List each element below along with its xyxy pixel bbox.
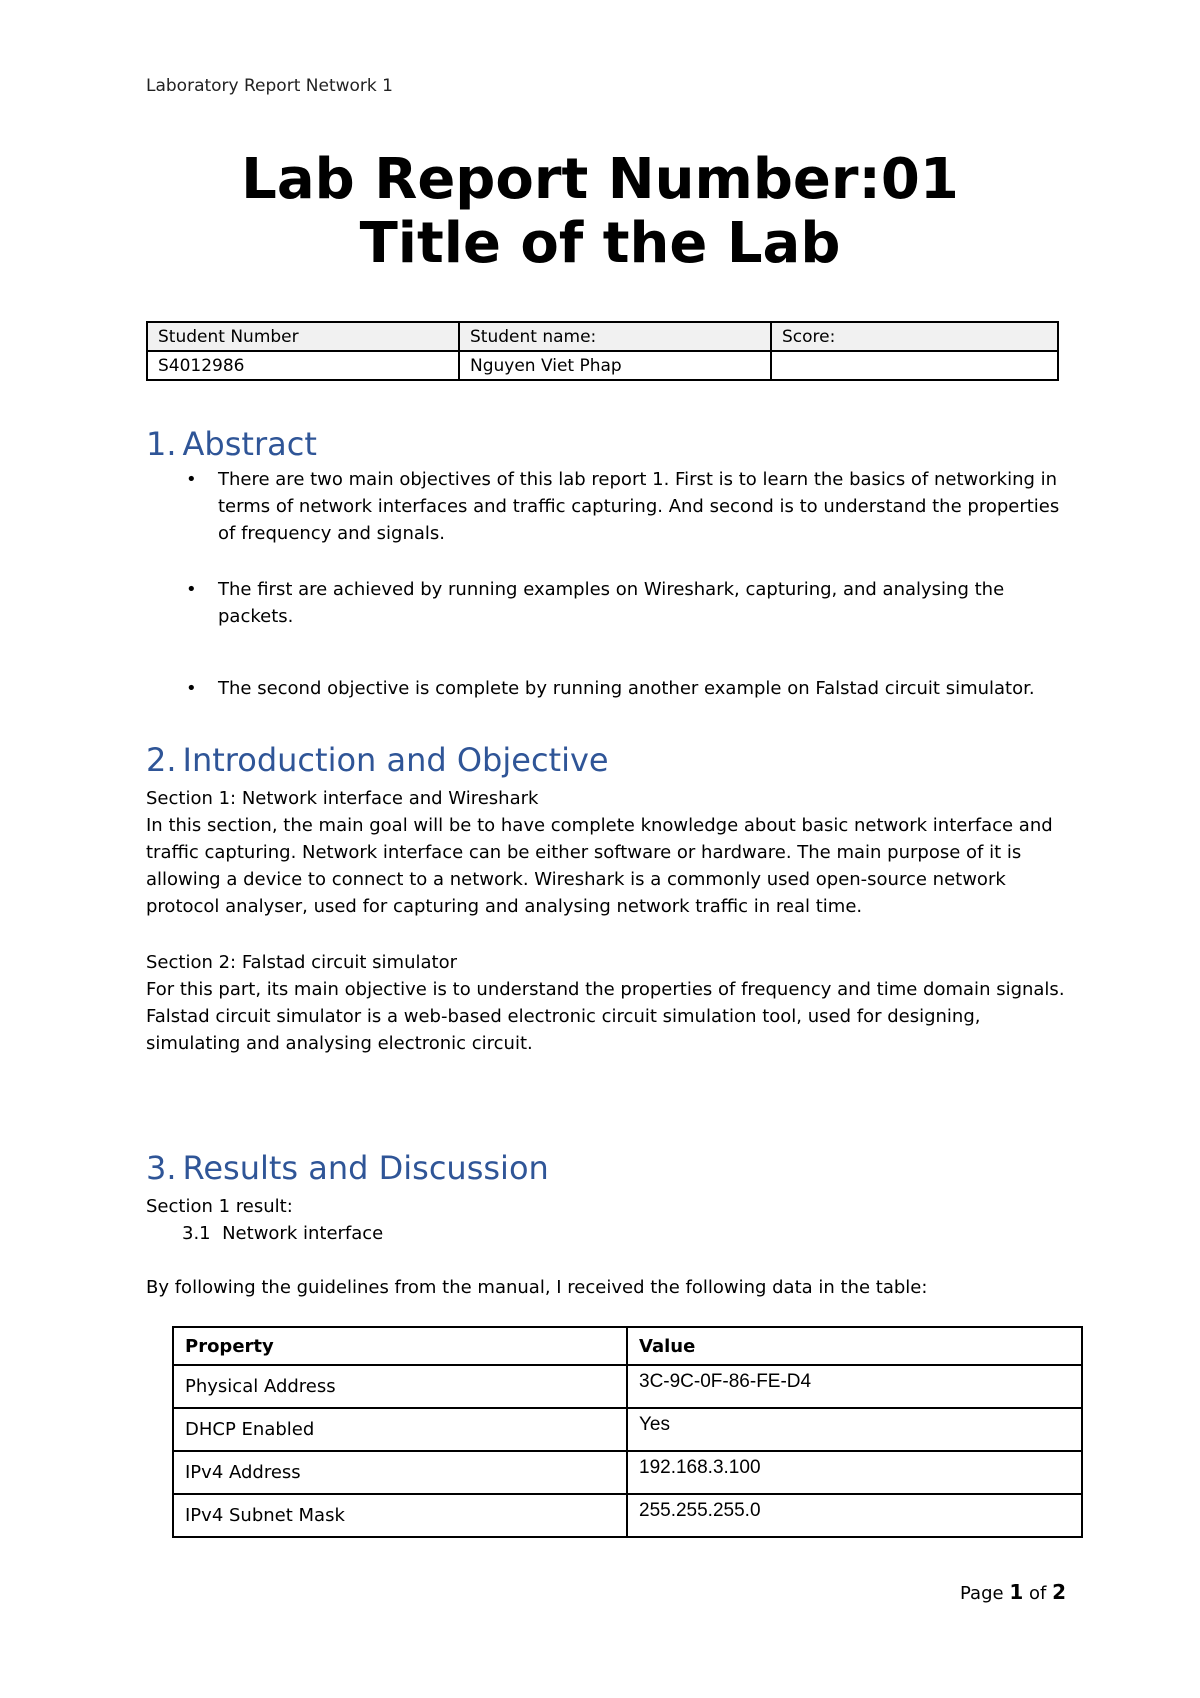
abstract-heading-text: Abstract (182, 425, 317, 463)
props-header-row (173, 1327, 1082, 1365)
abstract-bullet-1-text: There are two main objectives of this lab report 1. First is to learn the basics of networking in terms of network interfaces and traffic capturing. And second is to understand the properties of frequency and signals. (218, 469, 1060, 544)
results-lead-text: By following the guidelines from the manual, I received the following data in the table: (146, 1277, 928, 1298)
results-subheading-number: 3.1 (182, 1223, 211, 1244)
footer-of-word: of (1028, 1583, 1047, 1604)
abstract-heading-number: 1. (146, 425, 177, 463)
property-name: Physical Address (173, 1365, 627, 1408)
intro-section-1-title: Section 1: Network interface and Wireshark (146, 788, 539, 809)
intro-section-2-title: Section 2: Falstad circuit simulator (146, 952, 457, 973)
intro-section-1-body: In this section, the main goal will be to have complete knowledge about basic network interface and traffic capturing. Network interface can be either software or hardware. The main purpose of it is allowing a device to connect to a network. Wireshark is a commonly used open-source network protocol analyser, used for capturing and analysing network traffic in real time. (146, 815, 1053, 917)
student-info-row (147, 351, 1058, 380)
running-header: Laboratory Report Network 1 (146, 76, 393, 96)
property-name: IPv4 Address (173, 1451, 627, 1494)
header-property: Property (173, 1327, 627, 1365)
property-value: Yes (627, 1408, 1082, 1451)
property-value: 192.168.3.100 (627, 1451, 1082, 1494)
results-subheading (182, 1220, 1102, 1247)
abstract-bullet-2-text: The first are achieved by running examples on Wireshark, capturing, and analysing the packets. (218, 579, 1005, 627)
results-subheading-text: Network interface (222, 1223, 384, 1244)
student-number-value: S4012986 (147, 351, 459, 380)
student-name-value: Nguyen Viet Phap (459, 351, 771, 380)
results-section-1-label: Section 1 result: (146, 1196, 293, 1217)
abstract-heading (146, 424, 317, 464)
intro-section-2-body: For this part, its main objective is to understand the properties of frequency and time domain signals. Falstad circuit simulator is a web-based electronic circuit simulation tool, used for designing, simulating and analysing electronic circuit. (146, 979, 1065, 1054)
footer-page-number: 1 (1009, 1580, 1024, 1604)
table-row (173, 1451, 1082, 1494)
table-row (173, 1494, 1082, 1537)
results-heading-number: 3. (146, 1149, 177, 1187)
abstract-bullet-3-text: The second objective is complete by running another example on Falstad circuit simulator. (218, 678, 1035, 699)
header-score: Score: (771, 322, 1058, 351)
property-name: DHCP Enabled (173, 1408, 627, 1451)
report-title-line-1: Lab Report Number:01 (241, 147, 959, 212)
report-title-line-2: Title of the Lab (359, 211, 841, 276)
intro-section-2 (146, 949, 1066, 1057)
header-student-name: Student name: (459, 322, 771, 351)
intro-heading-number: 2. (146, 741, 177, 779)
bullet-icon: • (186, 469, 197, 490)
page-number-footer (960, 1580, 1066, 1604)
property-name: IPv4 Subnet Mask (173, 1494, 627, 1537)
results-heading-text: Results and Discussion (182, 1149, 549, 1187)
student-info-header-row (147, 322, 1058, 351)
student-info-table (146, 321, 1059, 381)
header-student-number: Student Number (147, 322, 459, 351)
intro-heading (146, 740, 609, 780)
footer-page-word: Page (960, 1583, 1004, 1604)
footer-page-total: 2 (1052, 1580, 1066, 1604)
table-row (173, 1408, 1082, 1451)
network-properties-table (172, 1326, 1083, 1538)
property-value: 255.255.255.0 (627, 1494, 1082, 1537)
bullet-icon: • (186, 678, 197, 699)
score-value (771, 351, 1058, 380)
table-row (173, 1365, 1082, 1408)
header-value: Value (627, 1327, 1082, 1365)
intro-heading-text: Introduction and Objective (182, 741, 609, 779)
property-value: 3C-9C-0F-86-FE-D4 (627, 1365, 1082, 1408)
intro-section-1 (146, 785, 1066, 920)
results-heading (146, 1148, 549, 1188)
bullet-icon: • (186, 579, 197, 600)
